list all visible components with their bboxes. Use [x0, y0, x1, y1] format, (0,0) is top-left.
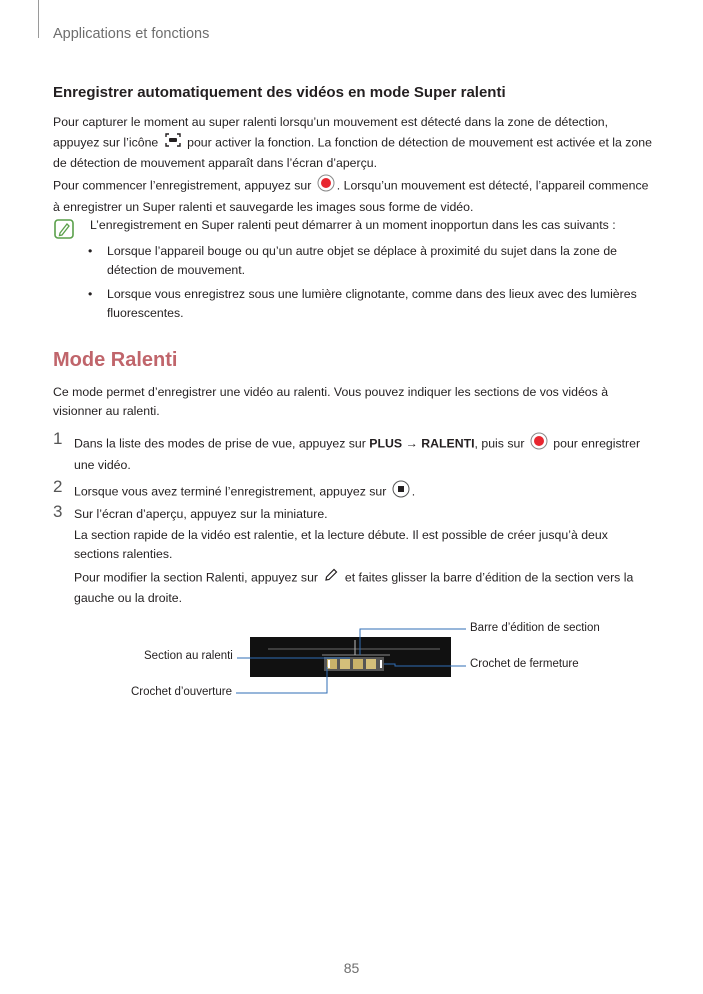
paragraph-motion-detection: Pour capturer le moment au super ralenti lorsqu’un mouvement est détecté dans la zone de détection, appuyez sur l’icône pour activer la fonction. La fonction de détection de mouvement est activée et la zone de détection de mouvement apparaît dans l’écran d’aperçu. — [53, 115, 652, 170]
label-edit-bar: Barre d’édition de section — [470, 622, 600, 634]
label-start-bracket: Crochet d’ouverture — [131, 686, 232, 698]
slow-mode-intro: Ce mode permet d’enregistrer une vidéo au ralenti. Vous pouvez indiquer les sections de vos vidéos à visionner au ralenti. — [53, 385, 609, 418]
paragraph-start-recording: Pour commencer l’enregistrement, appuyez sur . Lorsqu’un mouvement est détecté, l’appareil commence à enregistrer un Super ralenti et sauvegarde les images sous forme de vidéo. — [53, 174, 653, 217]
label-end-bracket: Crochet de fermeture — [470, 658, 579, 670]
step-number: 2 — [53, 477, 63, 496]
note-text: L’enregistrement en Super ralenti peut démarrer à un moment inopportun dans les cas suivants : — [90, 218, 616, 232]
motion-detection-icon — [164, 132, 182, 154]
step-3-edit: Pour modifier la section Ralenti, appuyez sur et faites glisser la barre d’édition de la section vers la gauche ou la droite. — [74, 567, 654, 608]
bullet-marker: • — [88, 244, 93, 258]
page-number: 85 — [343, 960, 360, 976]
step-1-text: Dans la liste des modes de prise de vue, appuyez sur PLUS → RALENTI, puis sur pour enregistrer une vidéo. — [74, 432, 654, 475]
step-3-detail: La section rapide de la vidéo est ralentie, et la lecture débute. Il est possible de créer jusqu’à deux sections ralenties. — [74, 528, 608, 561]
bullet-item: Lorsque vous enregistrez sous une lumière clignotante, comme dans des lieux avec des lumières fluorescentes. — [107, 287, 637, 320]
step-3-line: Sur l’écran d’aperçu, appuyez sur la miniature. — [74, 507, 328, 521]
bullet-item: Lorsque l’appareil bouge ou qu’un autre objet se déplace à proximité du sujet dans la zone de détection de mouvement. — [107, 244, 617, 277]
bullet-marker: • — [88, 287, 93, 301]
record-button-icon — [530, 432, 548, 456]
stop-button-icon — [392, 480, 410, 504]
slow-motion-editor-diagram — [0, 615, 703, 710]
step-number: 3 — [53, 502, 63, 521]
label-slow-section: Section au ralenti — [144, 650, 233, 662]
section-header: Applications et fonctions — [53, 26, 210, 42]
pencil-icon — [323, 567, 339, 589]
record-button-icon — [317, 174, 335, 198]
subsection-heading: Enregistrer automatiquement des vidéos en mode Super ralenti — [53, 84, 506, 101]
step-2-text: Lorsque vous avez terminé l’enregistrement, appuyez sur . — [74, 480, 654, 504]
section-heading: Mode Ralenti — [53, 349, 178, 371]
note-icon — [54, 219, 74, 239]
step-number: 1 — [53, 429, 63, 448]
margin-rule — [38, 0, 39, 38]
